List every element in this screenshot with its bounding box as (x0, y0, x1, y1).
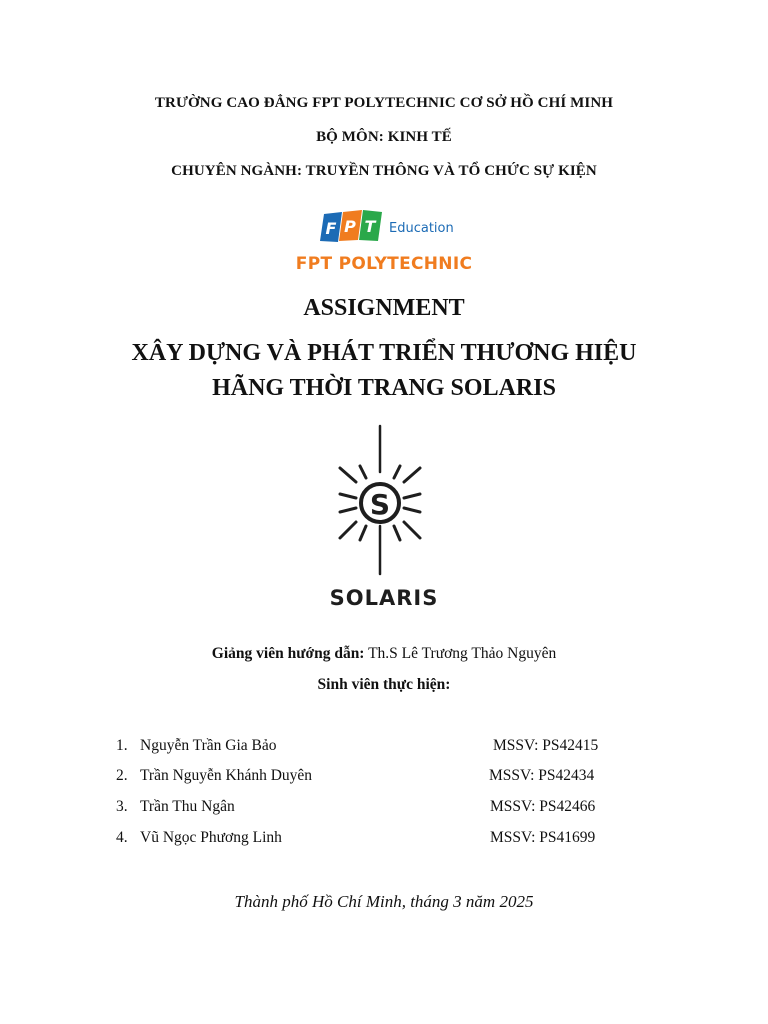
student-row (0, 767, 768, 787)
fpt-education-logo (318, 208, 458, 246)
fpt-letter-f (320, 212, 342, 242)
fpt-polytechnic-text: FPT POLYTECHNIC (295, 254, 473, 274)
students-label: Sinh viên thực hiện: (317, 676, 451, 693)
instructor-line (0, 645, 768, 663)
student-id: MSSV: PS42415 (493, 737, 599, 754)
fpt-letter-t (359, 210, 382, 241)
instructor-name: Th.S Lê Trương Thảo Nguyên (368, 645, 557, 662)
fpt-letter-p (339, 210, 362, 241)
instructor-label: Giảng viên hướng dẫn: (211, 645, 365, 662)
solaris-s-letter: S (369, 488, 391, 521)
student-id: MSSV: PS42466 (490, 798, 596, 815)
assignment-heading: ASSIGNMENT (303, 295, 465, 321)
student-row (0, 829, 768, 849)
student-number: 1. (116, 737, 128, 754)
school-name: TRƯỜNG CAO ĐẲNG FPT POLYTECHNIC CƠ SỞ HỒ CHÍ MINH (154, 95, 614, 111)
student-number: 4. (116, 829, 128, 846)
student-row (0, 798, 768, 818)
solaris-sun-icon (318, 422, 442, 578)
department-name: BỘ MÔN: KINH TẾ (316, 129, 452, 145)
student-name: Nguyễn Trần Gia Bảo (140, 737, 277, 754)
fpt-education-text: Education (389, 221, 454, 236)
student-row (0, 737, 768, 757)
svg-text:T: T (364, 217, 376, 236)
place-date: Thành phố Hồ Chí Minh, tháng 3 năm 2025 (234, 892, 534, 911)
title-line-2: HÃNG THỜI TRANG SOLARIS (212, 375, 556, 401)
svg-text:F: F (325, 219, 337, 238)
student-id: MSSV: PS42434 (489, 767, 595, 784)
major-name: CHUYÊN NGÀNH: TRUYỀN THÔNG VÀ TỔ CHỨC SỰ KIỆN (171, 163, 597, 179)
student-name: Trần Thu Ngân (140, 798, 235, 815)
student-name: Vũ Ngọc Phương Linh (140, 829, 282, 846)
title-line-1: XÂY DỰNG VÀ PHÁT TRIỂN THƯƠNG HIỆU (131, 340, 637, 366)
student-number: 3. (116, 798, 128, 815)
solaris-wordmark: SOLARIS (329, 586, 439, 610)
student-id: MSSV: PS41699 (490, 829, 596, 846)
student-name: Trần Nguyễn Khánh Duyên (140, 767, 313, 784)
student-number: 2. (116, 767, 128, 784)
svg-text:P: P (344, 217, 356, 236)
